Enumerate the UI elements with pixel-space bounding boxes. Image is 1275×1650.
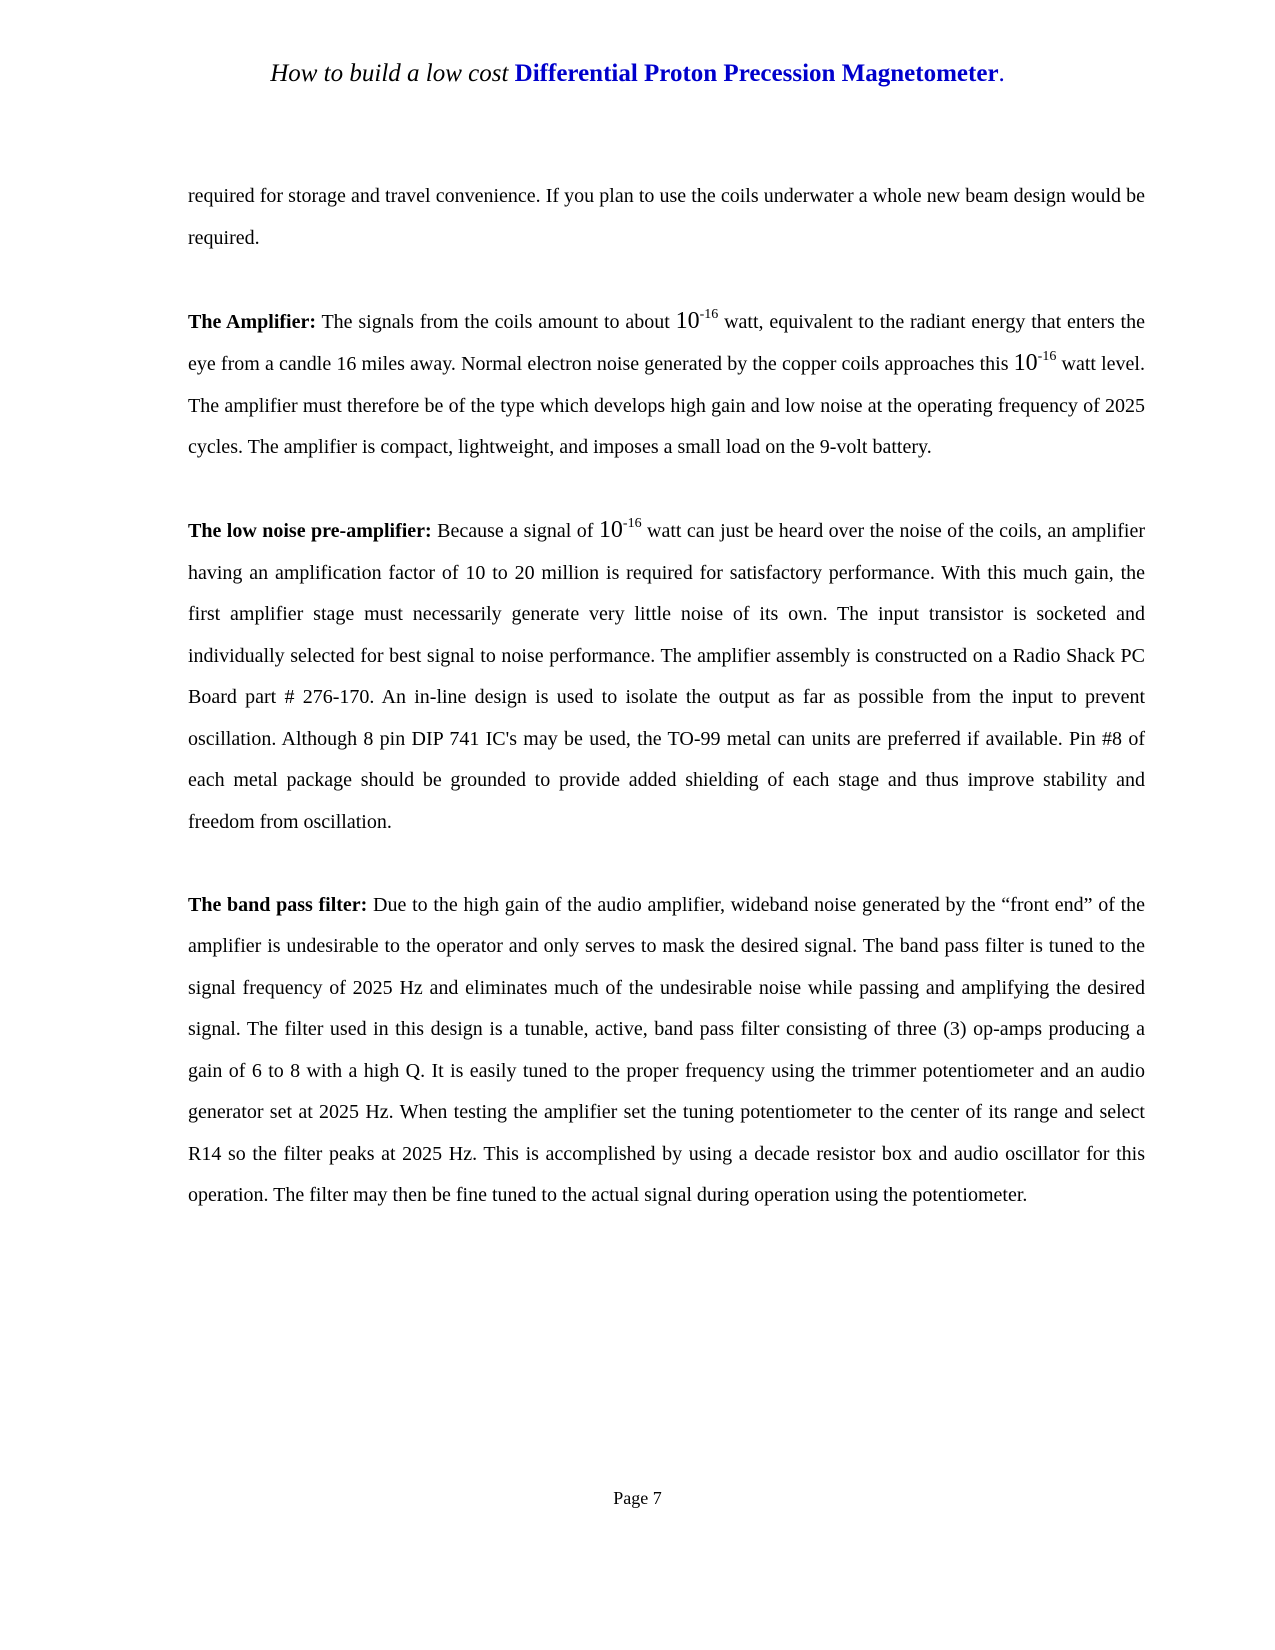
paragraph-text: required for storage and travel convenience. If you plan to use the coils underwater a whole new beam design would be required.: [188, 185, 1145, 249]
exponent-base: 10: [1013, 350, 1038, 376]
page-header: [0, 58, 1275, 90]
document-body: [188, 176, 1145, 1217]
exponent-power: -16: [1037, 349, 1057, 364]
exponent-base: 10: [675, 307, 700, 334]
paragraph: [188, 176, 1145, 259]
page-number: Page 7: [613, 1488, 662, 1508]
paragraph-text: Due to the high gain of the audio amplifier, wideband noise generated by the “front end” of the amplifier is undesirable to the operator and only serves to mask the desired signal. The band pass filter is tuned to the signal frequency of 2025 Hz and eliminates much of the undesirable noise while passing and amplifying the desired signal. The filter used in this design is a tunable, active, band pass filter consisting of three (3) op-amps producing a gain of 6 to 8 with a high Q. It is easily tuned to the proper frequency using the trimmer potentiometer and an audio generator set at 2025 Hz. When testing the amplifier set the tuning potentiometer to the center of its range and select R14 so the filter peaks at 2025 Hz. This is accomplished by using a decade resistor box and audio oscillator for this operation. The filter may then be fine tuned to the actual signal during operation using the potentiometer.: [188, 893, 1146, 1206]
header-title: Differential Proton Precession Magnetometer: [514, 60, 999, 87]
header-period: .: [998, 60, 1005, 87]
exponent-base: 10: [598, 517, 623, 543]
paragraph: [188, 885, 1145, 1217]
exponent-power: -16: [699, 306, 719, 322]
exponent-power: -16: [622, 516, 642, 531]
section-heading: The band pass filter:: [188, 893, 368, 916]
section-heading: The low noise pre-amplifier:: [188, 520, 432, 542]
paragraph-text: watt level. The amplifier must therefore be of the type which develops high gain and low noise at the operating frequency of 2025 cycles. The amplifier is compact, lightweight, and imposes a small load on the 9-volt battery.: [188, 353, 1145, 458]
section-heading: The Amplifier:: [188, 310, 317, 333]
header-lead: How to build a low cost: [270, 60, 509, 87]
paragraph-text: The signals from the coils amount to about: [316, 310, 676, 333]
paragraph-text: watt, equivalent to the radiant energy that enters the eye from a candle 16 miles away. Normal electron noise generated by the copper coils approaches this: [188, 310, 1145, 375]
paragraph: [188, 510, 1145, 843]
paragraph: [188, 301, 1145, 469]
paragraph-text: watt can just be heard over the noise of the coils, an amplifier having an amplification factor of 10 to 20 million is required for satisfactory performance. With this much gain, the first amplifier stage must necessarily generate very little noise of its own. The input transistor is socketed and individually selected for best signal to noise performance. The amplifier assembly is constructed on a Radio Shack PC Board part # 276-170. An in-line design is used to isolate the output as far as possible from the input to prevent oscillation. Although 8 pin DIP 741 IC's may be used, the TO-99 metal can units are preferred if available. Pin #8 of each metal package should be grounded to provide added shielding of each stage and thus improve stability and freedom from oscillation.: [188, 520, 1146, 833]
exponent-value: [599, 517, 642, 543]
paragraph-text: Because a signal of: [431, 520, 599, 542]
exponent-value: [676, 308, 719, 334]
exponent-value: [1014, 350, 1057, 376]
